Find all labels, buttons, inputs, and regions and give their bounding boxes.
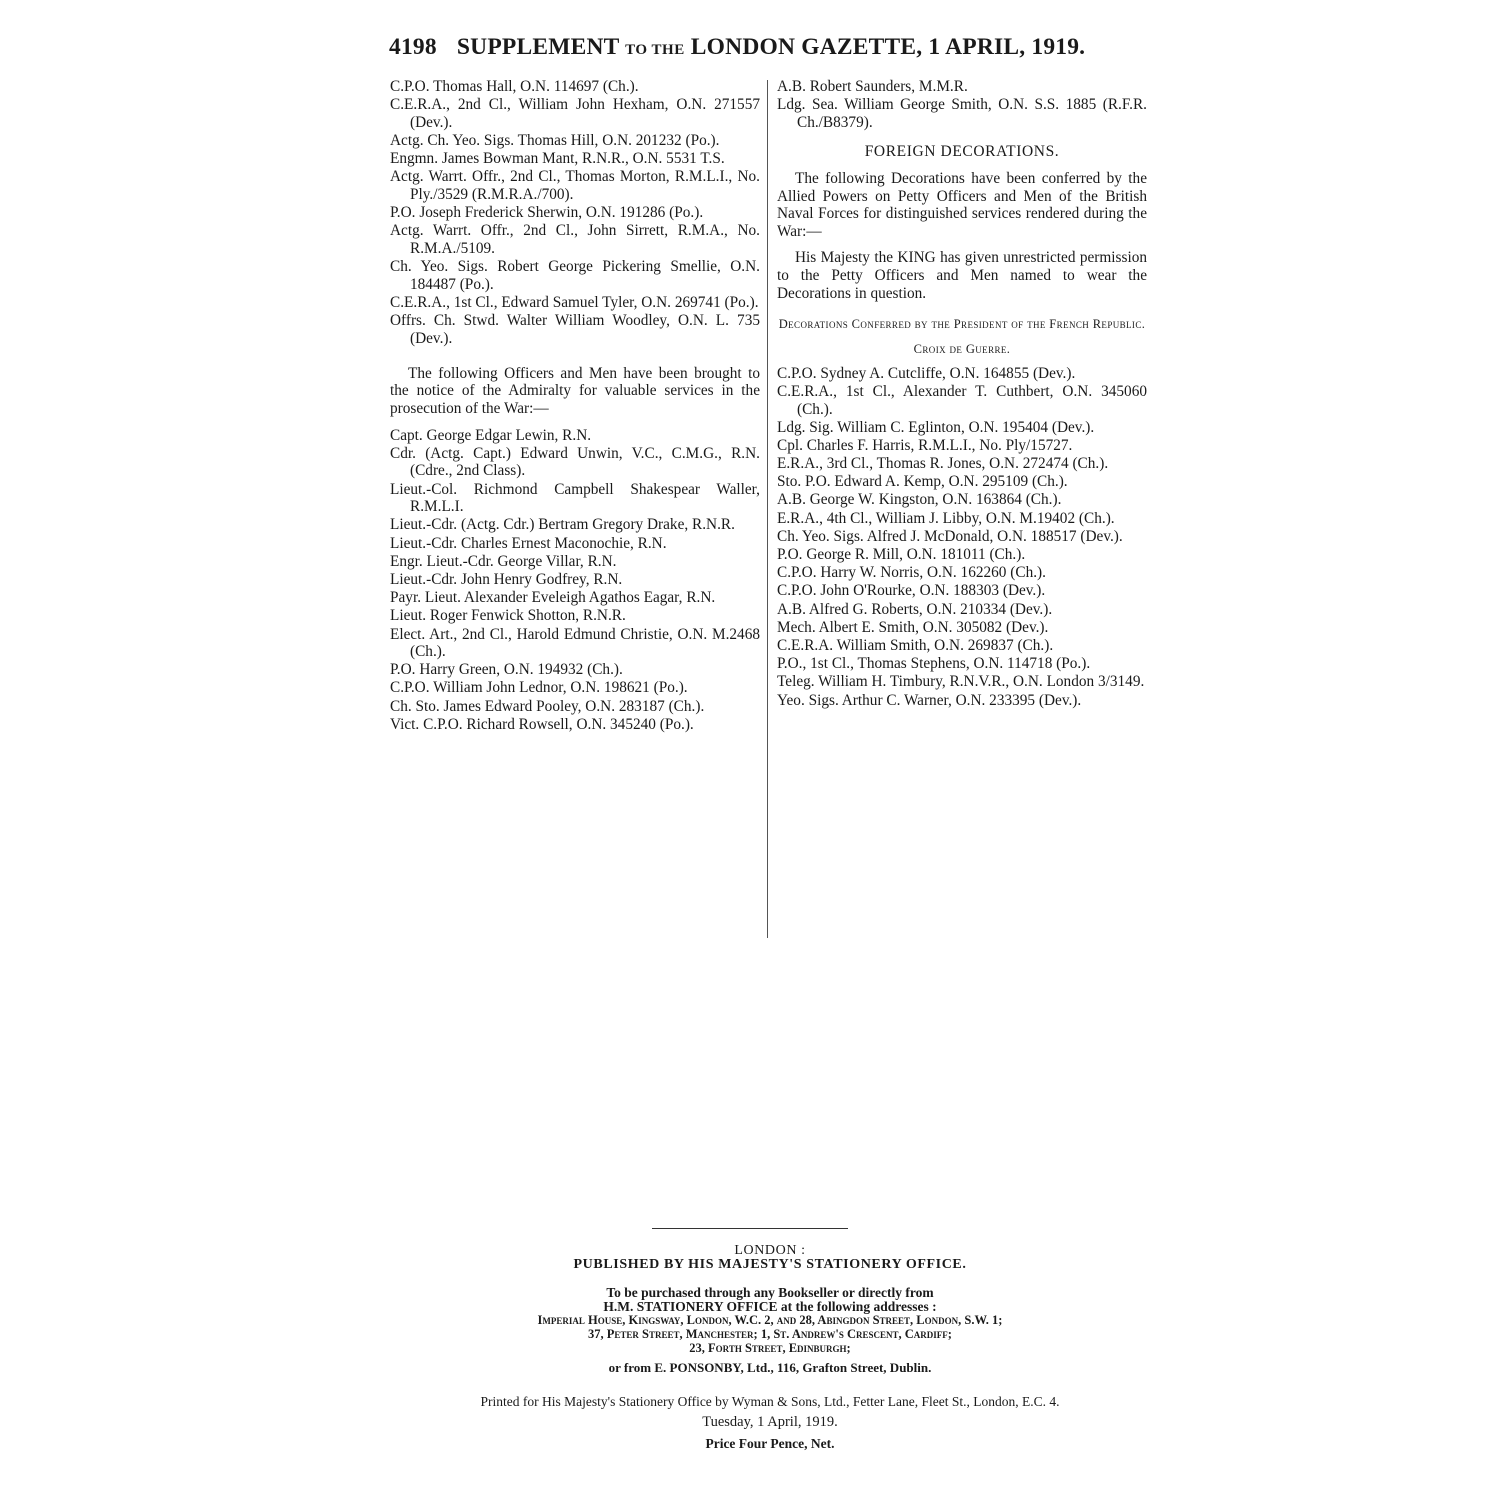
list-item: C.P.O. Thomas Hall, O.N. 114697 (Ch.).	[390, 78, 639, 95]
list-item: Capt. George Edgar Lewin, R.N.	[390, 426, 592, 444]
imprint-city: LONDON :	[734, 1243, 806, 1258]
list-item: Mech. Albert E. Smith, O.N. 305082 (Dev.).	[777, 618, 1049, 636]
list-item: Engmn. James Bowman Mant, R.N.R., O.N. 5531 T.S.	[390, 150, 725, 168]
list-item: C.P.O. William John Lednor, O.N. 198621 (Po.).	[390, 679, 688, 697]
list-item: Ldg. Sea. William George Smith, O.N. S.S. 1885 (R.F.R. Ch./B8379).	[777, 96, 1147, 131]
list-item: Actg. Warrt. Offr., 2nd Cl., Thomas Morton, R.M.L.I., No. Ply./3529 (R.M.R.A./700).	[390, 168, 760, 203]
list-item: Vict. C.P.O. Richard Rowsell, O.N. 345240 (Po.).	[390, 715, 694, 733]
right-entries-a	[777, 78, 1147, 131]
imprint-address-2: 37, Peter Street, Manchester; 1, St. Andrew's Crescent, Cardiff;	[588, 1327, 952, 1341]
list-item: C.E.R.A., 1st Cl., Alexander T. Cuthbert, O.N. 345060 (Ch.).	[777, 382, 1147, 418]
croix-de-guerre-heading: Croix de Guerre.	[913, 342, 1011, 357]
decorations-paragraph: The following Decorations have been conferred by the Allied Powers on Petty Officers and Men of the British Naval Forces for distinguished services rendered during the War:—	[777, 169, 1147, 240]
list-item: P.O. Joseph Frederick Sherwin, O.N. 191286 (Po.).	[390, 204, 704, 222]
french-republic-heading: Decorations Conferred by the President of the French Republic.	[778, 317, 1146, 332]
imprint-rule	[652, 1228, 848, 1229]
list-item: P.O. Harry Green, O.N. 194932 (Ch.).	[390, 661, 623, 679]
page-number: 4198	[389, 34, 437, 60]
imprint-date: Tuesday, 1 April, 1919.	[702, 1414, 838, 1430]
list-item: Engr. Lieut.-Cdr. George Villar, R.N.	[390, 552, 617, 570]
list-item: C.E.R.A., 1st Cl., Edward Samuel Tyler, O.N. 269741 (Po.).	[390, 293, 759, 311]
list-item: A.B. Alfred G. Roberts, O.N. 210334 (Dev.).	[777, 600, 1053, 618]
list-item: C.P.O. Sydney A. Cutcliffe, O.N. 164855 (Dev.).	[777, 364, 1076, 382]
list-item: Offrs. Ch. Stwd. Walter William Woodley, O.N. L. 735 (Dev.).	[390, 312, 760, 347]
header-gazette-date: LONDON GAZETTE, 1 APRIL, 1919.	[690, 34, 1086, 60]
imprint-price: Price Four Pence, Net.	[705, 1436, 835, 1451]
right-column	[777, 78, 1147, 710]
list-item: Elect. Art., 2nd Cl., Harold Edmund Christie, O.N. M.2468 (Ch.).	[390, 625, 760, 661]
foreign-decorations-heading: FOREIGN DECORATIONS.	[864, 143, 1060, 161]
list-item: Ldg. Sig. William C. Eglinton, O.N. 195404 (Dev.).	[777, 418, 1095, 436]
list-item: E.R.A., 3rd Cl., Thomas R. Jones, O.N. 272474 (Ch.).	[777, 455, 1109, 473]
list-item: Ch. Yeo. Sigs. Robert George Pickering Smellie, O.N. 184487 (Po.).	[390, 258, 760, 293]
notice-paragraph: The following Officers and Men have been brought to the notice of the Admiralty for valuable services in the prosecution of the War:—	[390, 364, 760, 418]
list-item: A.B. George W. Kingston, O.N. 163864 (Ch.).	[777, 491, 1062, 509]
list-item: Cpl. Charles F. Harris, R.M.L.I., No. Ply/15727.	[777, 436, 1073, 454]
imprint-purchase-line-2: H.M. STATIONERY OFFICE at the following addresses :	[603, 1299, 937, 1314]
left-entries-a	[390, 78, 760, 347]
list-item: A.B. Robert Saunders, M.M.R.	[777, 78, 968, 95]
list-item: Ch. Sto. James Edward Pooley, O.N. 283187 (Ch.).	[390, 697, 705, 715]
imprint-publisher: PUBLISHED BY HIS MAJESTY'S STATIONERY OFFICE.	[573, 1257, 967, 1272]
list-item: Lieut.-Cdr. John Henry Godfrey, R.N.	[390, 570, 623, 588]
list-item: C.E.R.A., 2nd Cl., William John Hexham, O.N. 271557 (Dev.).	[390, 96, 760, 131]
list-item: Teleg. William H. Timbury, R.N.V.R., O.N. London 3/3149.	[777, 673, 1145, 691]
list-item: P.O. George R. Mill, O.N. 181011 (Ch.).	[777, 546, 1026, 563]
imprint-address-3: 23, Forth Street, Edinburgh;	[689, 1341, 851, 1355]
list-item: C.E.R.A. William Smith, O.N. 269837 (Ch.).	[777, 636, 1054, 654]
list-item: Actg. Ch. Yeo. Sigs. Thomas Hill, O.N. 201232 (Po.).	[390, 131, 720, 149]
list-item: Ch. Yeo. Sigs. Alfred J. McDonald, O.N. 188517 (Dev.).	[777, 527, 1123, 545]
list-item: E.R.A., 4th Cl., William J. Libby, O.N. M.19402 (Ch.).	[777, 509, 1115, 527]
imprint-address-1: Imperial House, Kingsway, London, W.C. 2, and 28, Abingdon Street, London, S.W. 1;	[537, 1313, 1003, 1327]
list-item: C.P.O. John O'Rourke, O.N. 188303 (Dev.).	[777, 582, 1046, 600]
left-entries-b	[390, 427, 760, 734]
list-item: Lieut.-Col. Richmond Campbell Shakespear Waller, R.M.L.I.	[390, 480, 760, 516]
right-entries-b	[777, 365, 1147, 709]
left-column	[390, 78, 760, 734]
page-header	[389, 34, 1149, 61]
list-item: Lieut. Roger Fenwick Shotton, R.N.R.	[390, 607, 626, 625]
header-to-the: TO THE	[625, 42, 685, 58]
imprint-purchase-line-1: To be purchased through any Bookseller or directly from	[606, 1285, 934, 1300]
list-item: C.P.O. Harry W. Norris, O.N. 162260 (Ch.).	[777, 564, 1046, 582]
list-item: Lieut.-Cdr. Charles Ernest Maconochie, R.N.	[390, 534, 667, 552]
list-item: Cdr. (Actg. Capt.) Edward Unwin, V.C., C.M.G., R.N. (Cdre., 2nd Class).	[390, 444, 760, 480]
list-item: Actg. Warrt. Offr., 2nd Cl., John Sirrett, R.M.A., No. R.M.A./5109.	[390, 222, 760, 257]
header-supplement: SUPPLEMENT	[456, 34, 620, 60]
permission-paragraph: His Majesty the KING has given unrestricted permission to the Petty Officers and Men named to wear the Decorations in question.	[777, 249, 1147, 302]
list-item: Payr. Lieut. Alexander Eveleigh Agathos Eagar, R.N.	[390, 589, 716, 607]
list-item: Sto. P.O. Edward A. Kemp, O.N. 295109 (Ch.).	[777, 473, 1068, 491]
imprint-address-4: or from E. PONSONBY, Ltd., 116, Grafton Street, Dublin.	[608, 1360, 932, 1375]
imprint-printed-by: Printed for His Majesty's Stationery Office by Wyman & Sons, Ltd., Fetter Lane, Fleet St., London, E.C. 4.	[480, 1394, 1060, 1409]
column-divider	[767, 80, 768, 938]
list-item: Yeo. Sigs. Arthur C. Warner, O.N. 233395 (Dev.).	[777, 691, 1082, 709]
list-item: P.O., 1st Cl., Thomas Stephens, O.N. 114718 (Po.).	[777, 655, 1091, 673]
list-item: Lieut.-Cdr. (Actg. Cdr.) Bertram Gregory Drake, R.N.R.	[390, 516, 735, 534]
